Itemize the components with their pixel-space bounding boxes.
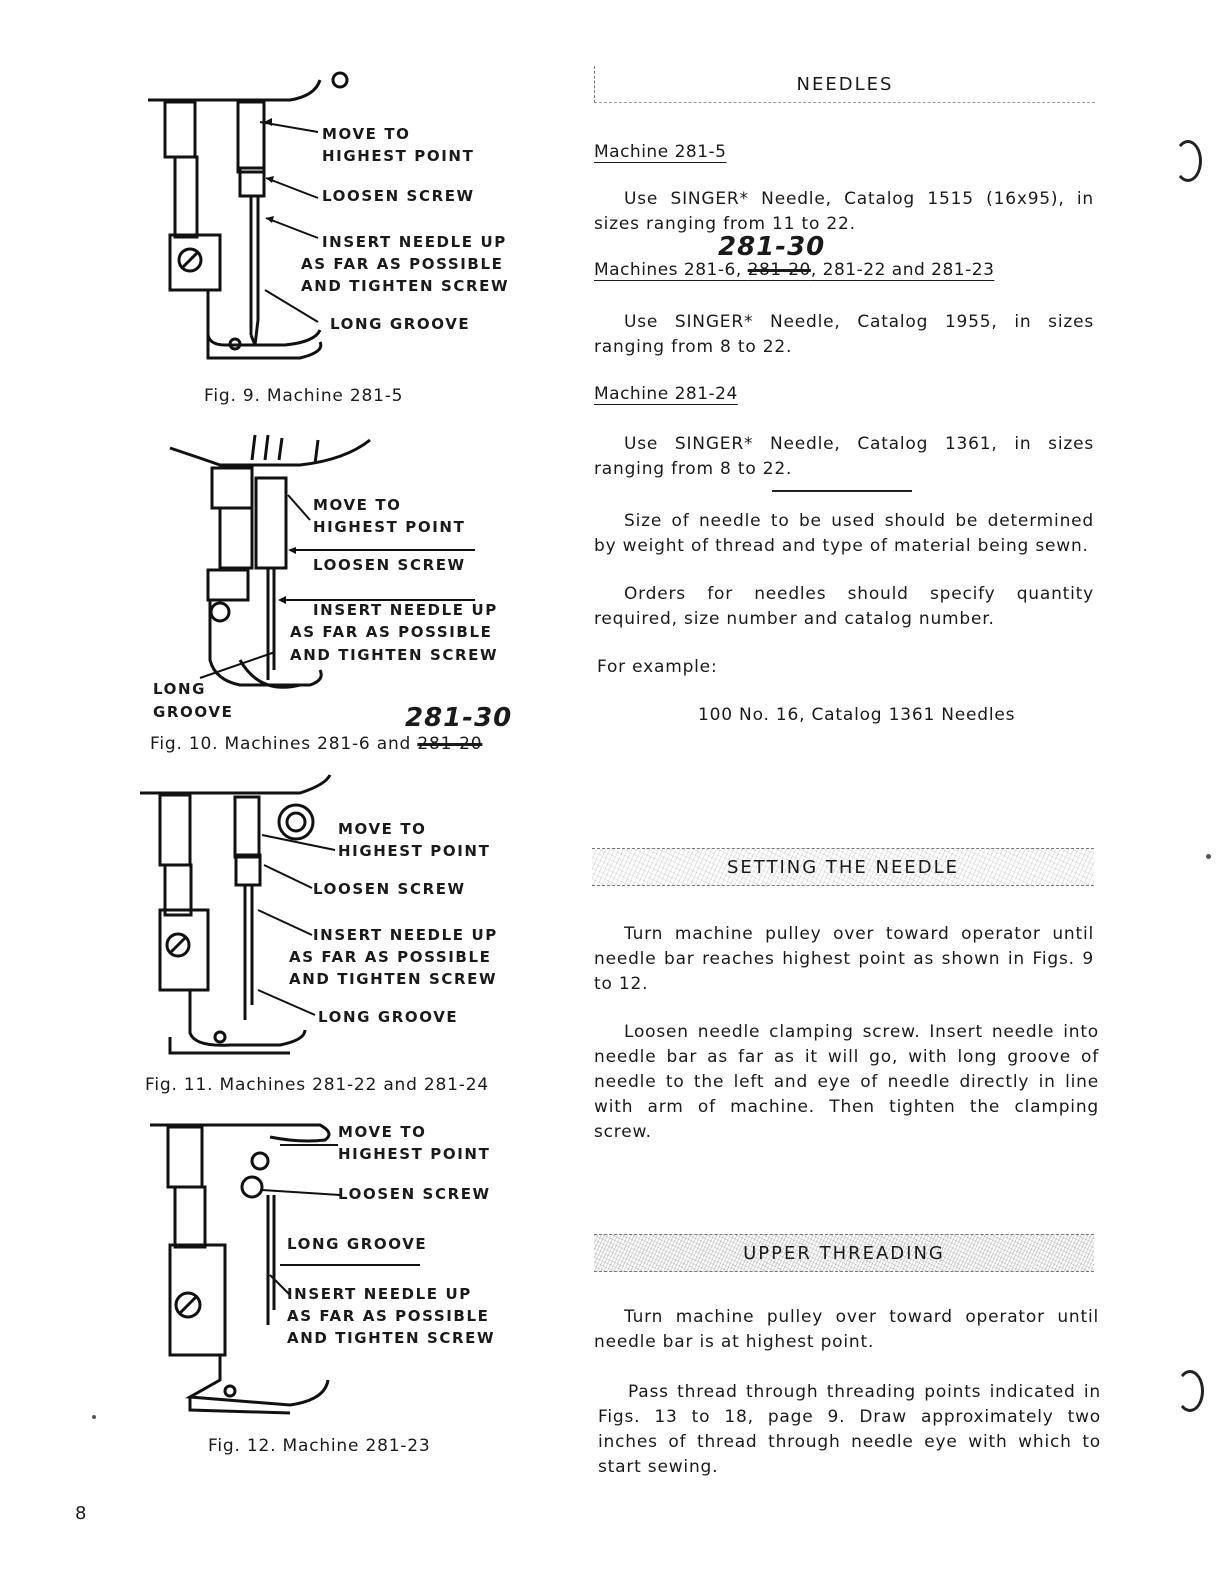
figure-9-caption: Fig. 9. Machine 281-5 — [204, 386, 404, 406]
setting-needle-heading: SETTING THE NEEDLE — [726, 856, 959, 878]
handwritten-correction: 281-30 — [405, 703, 513, 733]
paragraph-turn-pulley — [594, 922, 1094, 997]
subheading-machines-281-6 — [594, 260, 994, 280]
caption-text: Fig. 10. Machines 281-6 and — [150, 734, 412, 754]
subheading-part: Machines 281-6, — [594, 260, 748, 280]
example-value: 100 No. 16, Catalog 1361 Needles — [698, 705, 1016, 725]
paragraph-orders — [594, 582, 1094, 632]
callout-highest-point: HIGHEST POINT — [338, 842, 491, 860]
callout-tighten: AND TIGHTEN SCREW — [287, 1329, 496, 1347]
scan-speck — [92, 1415, 96, 1419]
paragraph-text: Use SINGER* Needle, Catalog 1515 (16x95), in sizes ranging from 11 to 22. — [594, 189, 1094, 234]
subheading-machine-281-24: Machine 281-24 — [594, 384, 738, 404]
paragraph-pass-thread — [598, 1380, 1101, 1480]
paragraph-281-5-needle — [594, 187, 1094, 237]
example-label: For example: — [597, 657, 718, 677]
callout-highest-point: HIGHEST POINT — [322, 147, 475, 165]
upper-threading-heading: UPPER THREADING — [743, 1242, 945, 1264]
binder-hole-mark — [1174, 140, 1202, 182]
paragraph-281-6-needle — [594, 310, 1094, 360]
callout-tighten: AND TIGHTEN SCREW — [289, 970, 498, 988]
subheading-struck-model: 281-20 — [747, 260, 811, 280]
paragraph-text: Orders for needles should specify quantity required, size number and catalog number. — [594, 584, 1094, 629]
callout-as-far: AS FAR AS POSSIBLE — [301, 255, 504, 273]
caption-struck-model: 281-20 — [417, 734, 483, 754]
figure-12-illustration — [150, 1115, 340, 1415]
needles-heading: NEEDLES — [796, 73, 894, 95]
callout-insert-needle: INSERT NEEDLE UP — [322, 233, 507, 251]
needles-heading-box — [594, 66, 1095, 103]
callout-loosen-screw: LOOSEN SCREW — [313, 556, 466, 574]
section-divider — [772, 490, 912, 492]
paragraph-text: Use SINGER* Needle, Catalog 1955, in sizes ranging from 8 to 22. — [594, 312, 1094, 357]
callout-insert-needle: INSERT NEEDLE UP — [313, 601, 498, 619]
callout-long: LONG — [153, 680, 207, 698]
callout-as-far: AS FAR AS POSSIBLE — [289, 948, 492, 966]
callout-as-far: AS FAR AS POSSIBLE — [287, 1307, 490, 1325]
subheading-part: , 281-22 and 281-23 — [810, 260, 995, 280]
paragraph-281-24-needle — [594, 432, 1094, 482]
callout-tighten: AND TIGHTEN SCREW — [301, 277, 510, 295]
handwritten-correction: 281-30 — [718, 232, 826, 262]
callout-insert-needle: INSERT NEEDLE UP — [287, 1285, 472, 1303]
scan-speck — [1206, 854, 1211, 859]
figure-11-illustration — [140, 775, 340, 1065]
callout-move-to: MOVE TO — [313, 496, 402, 514]
callout-tighten: AND TIGHTEN SCREW — [290, 646, 499, 664]
callout-long-groove: LONG GROOVE — [318, 1008, 459, 1026]
callout-loosen-screw: LOOSEN SCREW — [338, 1185, 491, 1203]
paragraph-text: Use SINGER* Needle, Catalog 1361, in sizes ranging from 8 to 22. — [594, 434, 1094, 479]
paragraph-loosen-screw — [594, 1020, 1099, 1145]
page-number: 8 — [75, 1503, 87, 1524]
figure-11-caption: Fig. 11. Machines 281-22 and 281-24 — [145, 1075, 489, 1095]
callout-loosen-screw: LOOSEN SCREW — [322, 187, 475, 205]
figure-10-caption — [150, 734, 482, 754]
figure-12-caption: Fig. 12. Machine 281-23 — [208, 1436, 431, 1456]
callout-long-groove: LONG GROOVE — [330, 315, 471, 333]
paragraph-needle-size — [594, 509, 1094, 559]
paragraph-text: Size of needle to be used should be determined by weight of thread and type of material being sewn. — [594, 511, 1094, 556]
callout-insert-needle: INSERT NEEDLE UP — [313, 926, 498, 944]
subheading-machine-281-5: Machine 281-5 — [594, 142, 727, 162]
callout-as-far: AS FAR AS POSSIBLE — [290, 623, 493, 641]
setting-needle-heading-box — [592, 848, 1094, 886]
paragraph-text: Loosen needle clamping screw. Insert needle into needle bar as far as it will go, with long groove of needle to the left and eye of needle directly in line with arm of machine. Then tighten the clamping screw. — [594, 1022, 1099, 1142]
binder-hole-mark — [1176, 1370, 1204, 1412]
figure-9-illustration — [140, 60, 340, 380]
callout-loosen-screw: LOOSEN SCREW — [313, 880, 466, 898]
callout-move-to: MOVE TO — [338, 1123, 427, 1141]
paragraph-text: Turn machine pulley over toward operator until needle bar is at highest point. — [594, 1307, 1099, 1352]
paragraph-text: Turn machine pulley over toward operator until needle bar reaches highest point as shown in Figs. 9 to 12. — [594, 924, 1094, 994]
callout-long-groove: LONG GROOVE — [287, 1235, 428, 1253]
callout-move-to: MOVE TO — [338, 820, 427, 838]
callout-groove: GROOVE — [153, 703, 234, 721]
callout-highest-point: HIGHEST POINT — [338, 1145, 491, 1163]
upper-threading-heading-box — [594, 1234, 1094, 1272]
paragraph-turn-pulley-threading — [594, 1305, 1099, 1355]
callout-move-to: MOVE TO — [322, 125, 411, 143]
paragraph-text: Pass thread through threading points indicated in Figs. 13 to 18, page 9. Draw approximately two inches of thread through needle eye with which to start sewing. — [598, 1382, 1101, 1477]
callout-highest-point: HIGHEST POINT — [313, 518, 466, 536]
